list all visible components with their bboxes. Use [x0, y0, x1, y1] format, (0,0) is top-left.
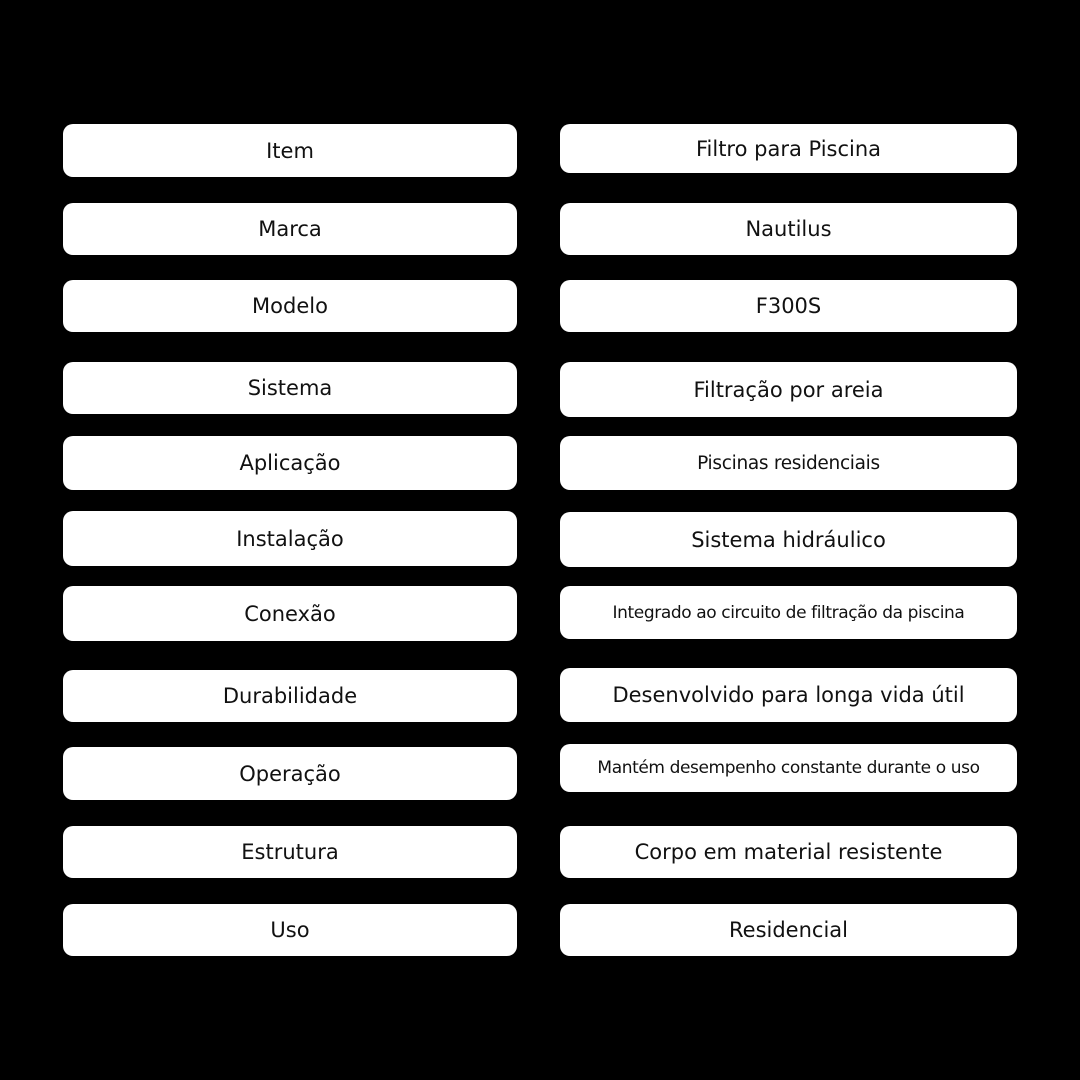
- spec-value-connection: Integrado ao circuito de filtração da piscina: [560, 586, 1017, 639]
- spec-label-system: Sistema: [63, 362, 517, 414]
- spec-value-use: Residencial: [560, 904, 1017, 956]
- spec-value-brand: Nautilus: [560, 203, 1017, 255]
- spec-value-system: Filtração por areia: [560, 362, 1017, 417]
- spec-label-structure: Estrutura: [63, 826, 517, 878]
- spec-label-durability: Durabilidade: [63, 670, 517, 722]
- spec-label-installation: Instalação: [63, 511, 517, 566]
- spec-value-durability: Desenvolvido para longa vida útil: [560, 668, 1017, 722]
- spec-label-item: Item: [63, 124, 517, 177]
- spec-value-installation: Sistema hidráulico: [560, 512, 1017, 567]
- spec-label-model: Modelo: [63, 280, 517, 332]
- spec-label-application: Aplicação: [63, 436, 517, 490]
- spec-value-structure: Corpo em material resistente: [560, 826, 1017, 878]
- spec-value-operation: Mantém desempenho constante durante o uso: [560, 744, 1017, 792]
- spec-value-application: Piscinas residenciais: [560, 436, 1017, 490]
- spec-value-item: Filtro para Piscina: [560, 124, 1017, 173]
- spec-label-connection: Conexão: [63, 586, 517, 641]
- spec-label-use: Uso: [63, 904, 517, 956]
- spec-label-brand: Marca: [63, 203, 517, 255]
- spec-value-model: F300S: [560, 280, 1017, 332]
- spec-label-operation: Operação: [63, 747, 517, 800]
